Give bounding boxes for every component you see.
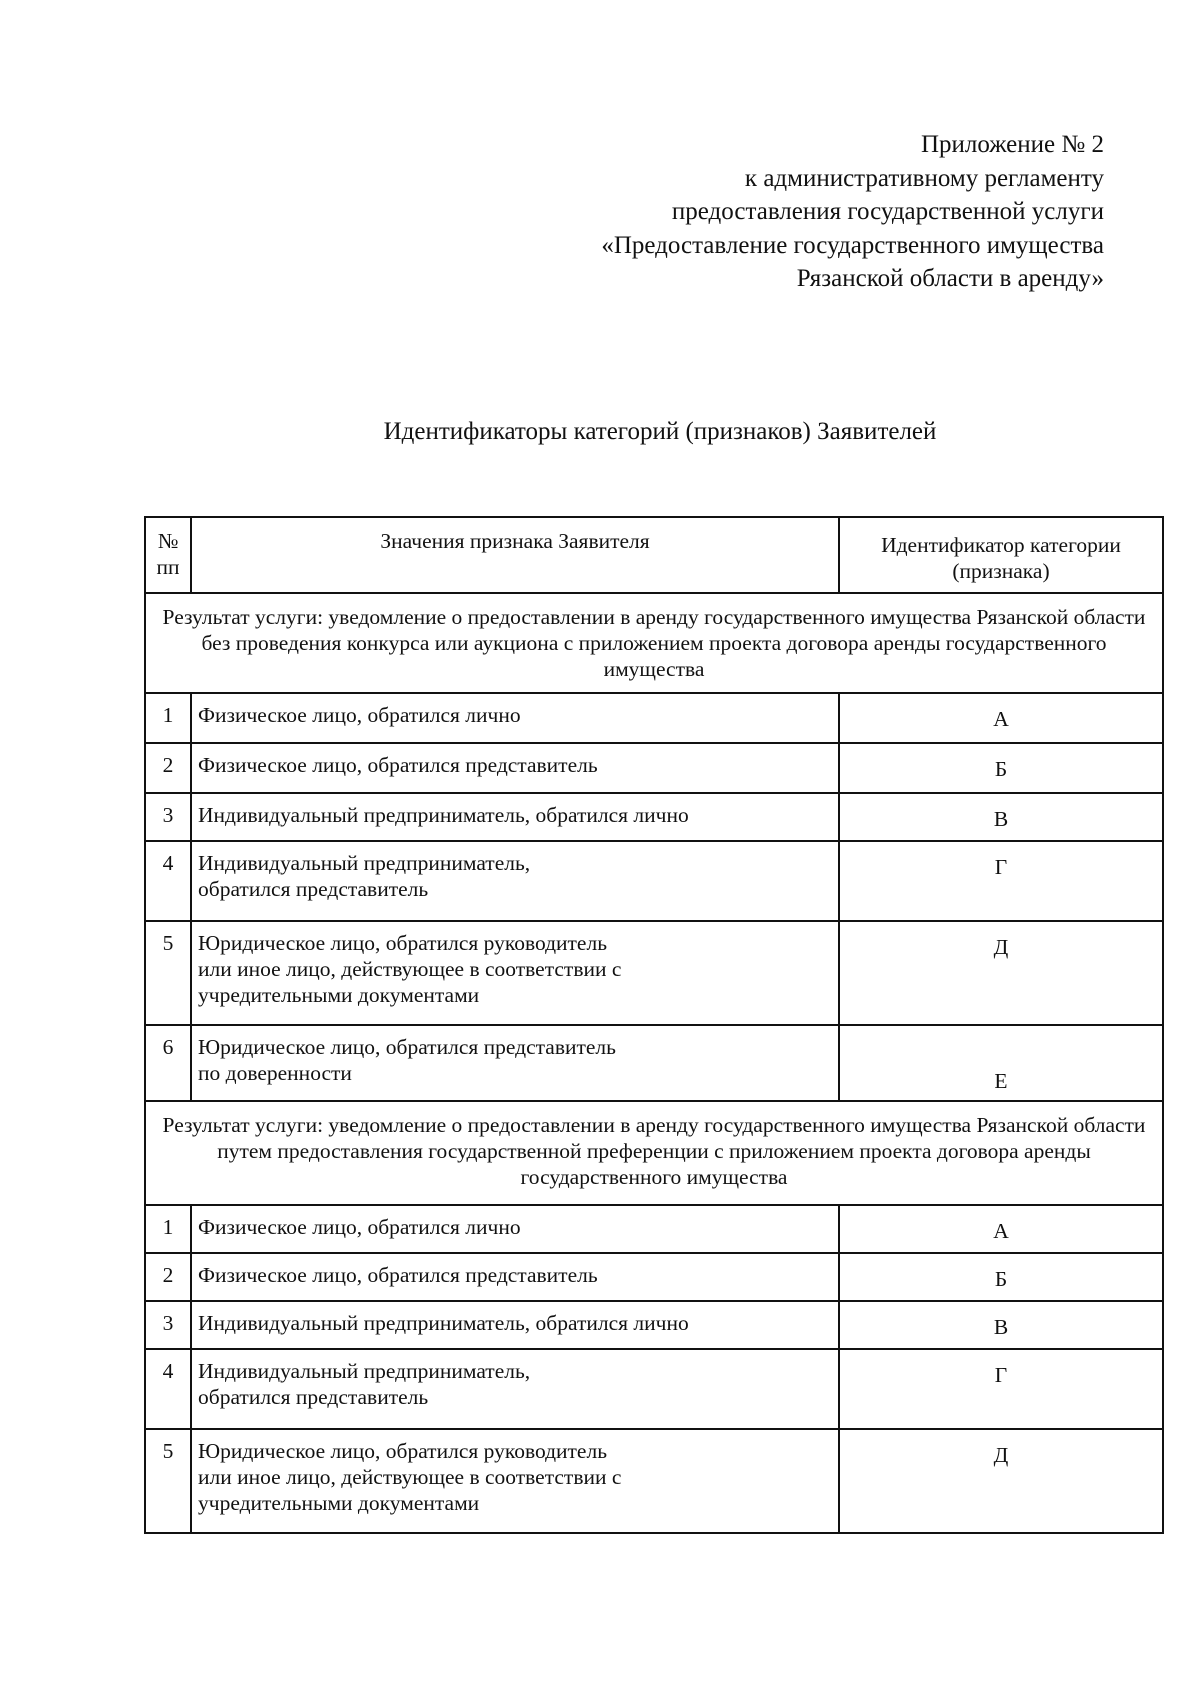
table-row — [145, 1253, 1163, 1301]
header-line: к административному регламенту — [744, 164, 1104, 192]
header-line: Рязанской области в аренду» — [796, 265, 1104, 292]
appendix-header — [404, 128, 1104, 296]
header-line: «Предоставление государственного имущества — [601, 231, 1104, 259]
row-id: В — [839, 793, 1163, 841]
section-title: Результат услуги: уведомление о предоставлении в аренду государственного имущества Рязанской области без проведения конкурса или аукциона с приложением проекта договора аренды государственного имущества — [145, 593, 1163, 693]
row-number: 1 — [145, 1205, 191, 1253]
row-id: Г — [839, 841, 1163, 921]
row-value: Юридическое лицо, обратился руководитель или иное лицо, действующее в соответствии с учредительными документами — [191, 921, 839, 1025]
row-value: Индивидуальный предприниматель, обратился лично — [191, 793, 839, 841]
table-row — [145, 1349, 1163, 1429]
column-header-value: Значения признака Заявителя — [191, 517, 839, 593]
table-row — [145, 793, 1163, 841]
row-id: Д — [839, 1429, 1163, 1533]
table-header-row — [145, 517, 1163, 593]
row-number: 1 — [145, 693, 191, 743]
section-row — [145, 593, 1163, 693]
section-title: Результат услуги: уведомление о предоставлении в аренду государственного имущества Рязанской области путем предоставления государственной преференции с приложением проекта договора аренды государственного имущества — [145, 1101, 1163, 1205]
row-id: Д — [839, 921, 1163, 1025]
table-row — [145, 1205, 1163, 1253]
row-number: 2 — [145, 743, 191, 793]
table-row — [145, 743, 1163, 793]
table-row — [145, 1429, 1163, 1533]
row-number: 3 — [145, 1301, 191, 1349]
row-id: А — [839, 693, 1163, 743]
row-id: Б — [839, 743, 1163, 793]
row-id: В — [839, 1301, 1163, 1349]
header-line: Приложение № 2 — [920, 131, 1104, 158]
categories-table — [144, 516, 1164, 1534]
row-number: 5 — [145, 1429, 191, 1533]
table-row — [145, 693, 1163, 743]
table-row — [145, 1301, 1163, 1349]
row-id: А — [839, 1205, 1163, 1253]
row-value: Физическое лицо, обратился представитель — [191, 1253, 839, 1301]
row-number: 5 — [145, 921, 191, 1025]
row-value: Физическое лицо, обратился лично — [191, 1205, 839, 1253]
column-header-id: Идентификатор категории (признака) — [839, 517, 1163, 593]
row-number: 4 — [145, 1349, 191, 1429]
row-number: 6 — [145, 1025, 191, 1101]
row-value: Физическое лицо, обратился представитель — [191, 743, 839, 793]
header-line: предоставления государственной услуги — [671, 198, 1104, 225]
section-row — [145, 1101, 1163, 1205]
row-value: Юридическое лицо, обратился руководитель или иное лицо, действующее в соответствии с учредительными документами — [191, 1429, 839, 1533]
row-value: Индивидуальный предприниматель, обратился представитель — [191, 1349, 839, 1429]
row-value: Физическое лицо, обратился лично — [191, 693, 839, 743]
row-id: Г — [839, 1349, 1163, 1429]
document-title: Идентификаторы категорий (признаков) Заявителей — [383, 418, 937, 445]
row-value: Индивидуальный предприниматель, обратился лично — [191, 1301, 839, 1349]
table-row — [145, 841, 1163, 921]
row-number: 4 — [145, 841, 191, 921]
row-id: Е — [839, 1025, 1163, 1101]
table-row — [145, 921, 1163, 1025]
row-value: Юридическое лицо, обратился представитель по доверенности — [191, 1025, 839, 1101]
row-id: Б — [839, 1253, 1163, 1301]
table-row — [145, 1025, 1163, 1101]
row-number: 3 — [145, 793, 191, 841]
row-number: 2 — [145, 1253, 191, 1301]
row-value: Индивидуальный предприниматель, обратился представитель — [191, 841, 839, 921]
column-header-num: № пп — [145, 517, 191, 593]
